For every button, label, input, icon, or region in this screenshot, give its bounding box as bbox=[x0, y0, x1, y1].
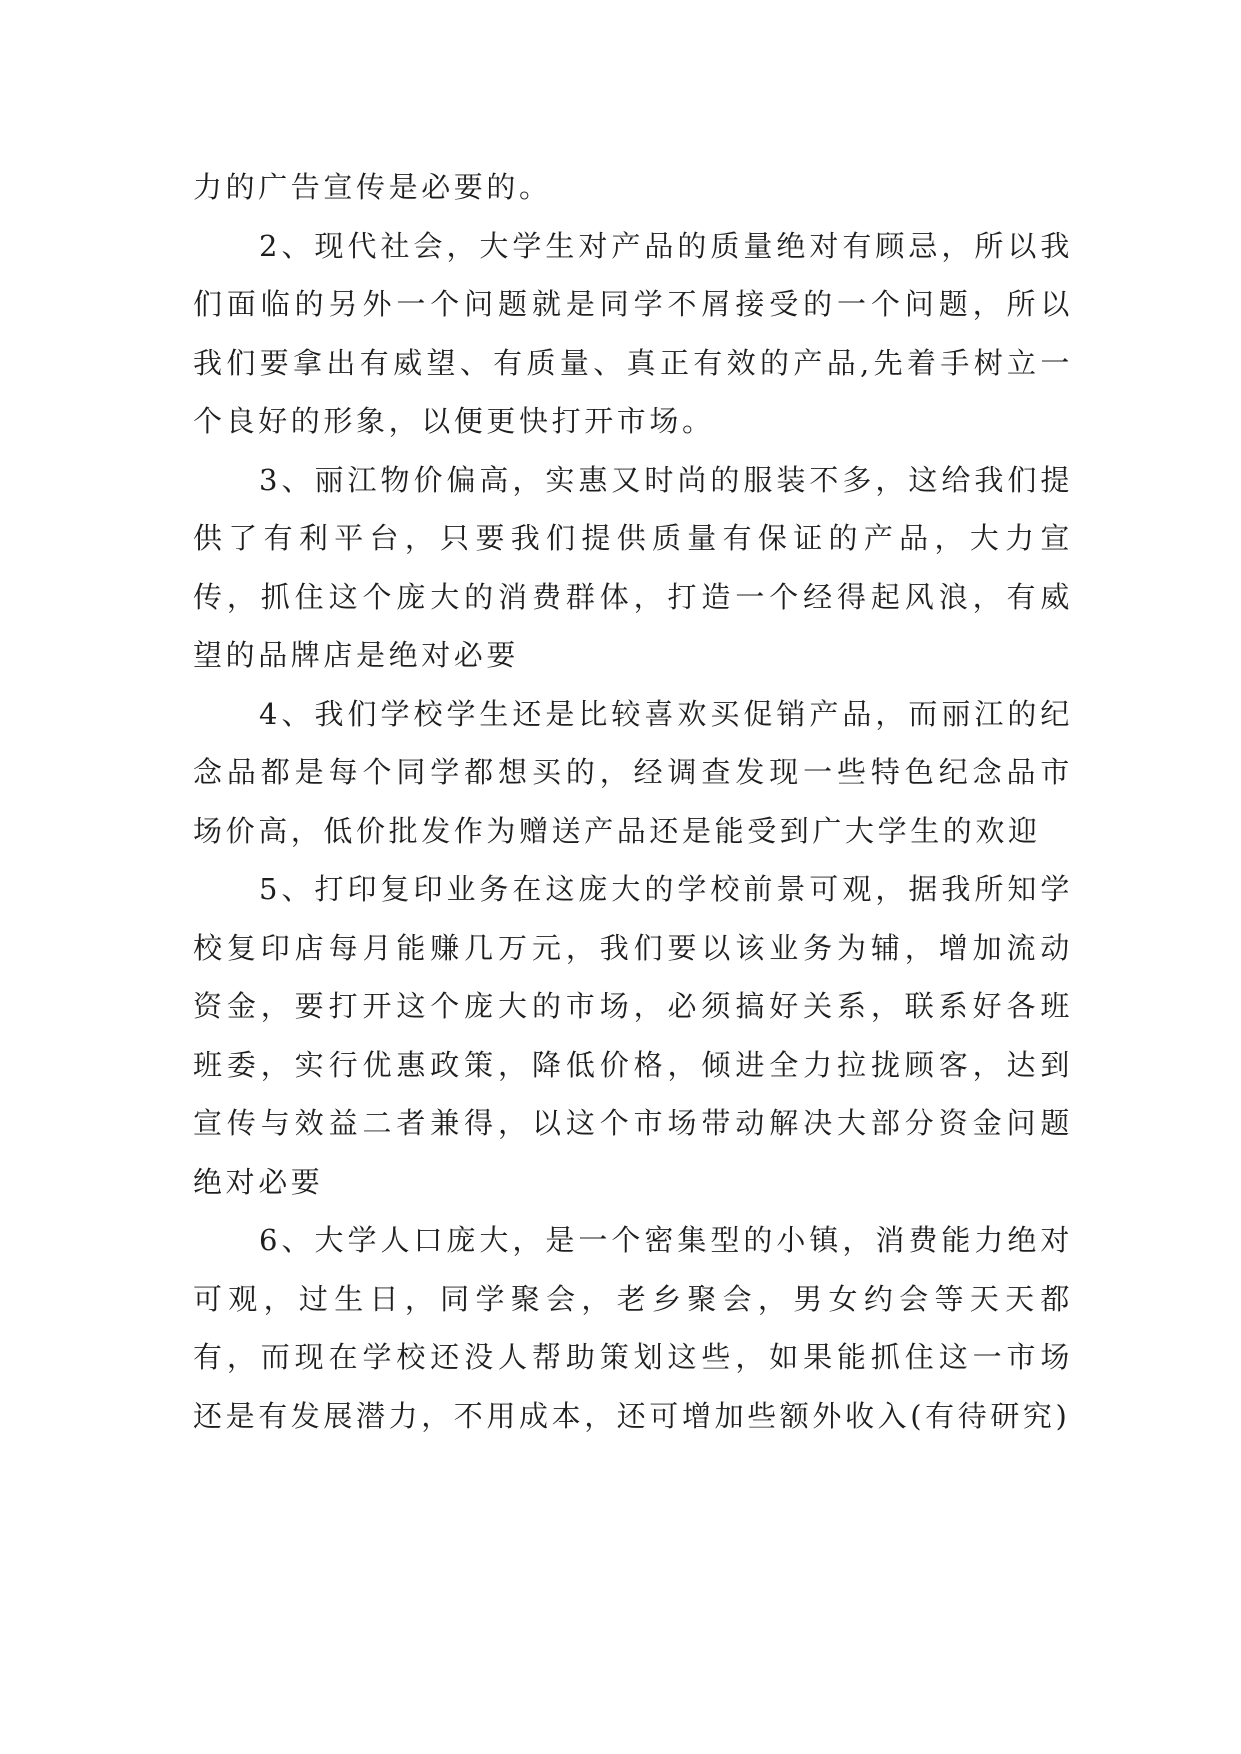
paragraph-item-5: 5、打印复印业务在这庞大的学校前景可观，据我所知学校复印店每月能赚几万元，我们要以该业务为辅，增加流动资金，要打开这个庞大的市场，必须搞好关系，联系好各班班委，实行优惠政策，降低价格，倾进全力拉拢顾客，达到宣传与效益二者兼得，以这个市场带动解决大部分资金问题绝对必要 bbox=[193, 872, 1073, 1199]
paragraph-item-6: 6、大学人口庞大，是一个密集型的小镇，消费能力绝对可观，过生日，同学聚会，老乡聚会，男女约会等天天都有，而现在学校还没人帮助策划这些，如果能抓住这一市场还是有发展潜力，不用成本，还可增加些额外收入(有待研究) bbox=[193, 1223, 1073, 1433]
paragraph-item-3: 3、丽江物价偏高，实惠又时尚的服装不多，这给我们提供了有利平台，只要我们提供质量有保证的产品，大力宣传，抓住这个庞大的消费群体，打造一个经得起风浪，有威望的品牌店是绝对必要 bbox=[193, 462, 1073, 672]
paragraph-continuation: 力的广告宣传是必要的。 bbox=[193, 170, 552, 204]
paragraph-item-2: 2、现代社会，大学生对产品的质量绝对有顾忌，所以我们面临的另外一个问题就是同学不屑接受的一个问题，所以我们要拿出有威望、有质量、真正有效的产品,先着手树立一个良好的形象，以便更快打开市场。 bbox=[193, 228, 1073, 438]
paragraph-item-4: 4、我们学校学生还是比较喜欢买促销产品，而丽江的纪念品都是每个同学都想买的，经调查发现一些特色纪念品市场价高，低价批发作为赠送产品还是能受到广大学生的欢迎 bbox=[193, 696, 1073, 848]
document-body bbox=[193, 158, 1073, 1445]
